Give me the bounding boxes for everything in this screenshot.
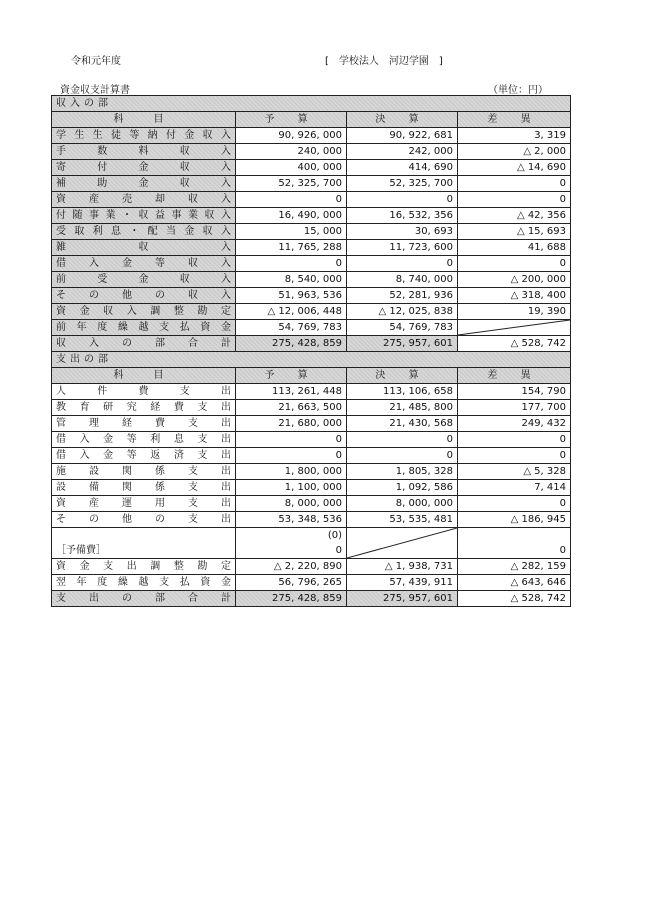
cash-flow-statement-table: [51, 95, 571, 607]
budget-value: 56, 796, 265: [236, 575, 347, 591]
diff-value: 0: [458, 496, 571, 512]
diff-value: [458, 320, 571, 336]
table-row: [52, 256, 571, 272]
column-header-actual: 決 算: [347, 368, 458, 384]
table-row: [52, 144, 571, 160]
row-label: 寄付金収入: [52, 160, 236, 176]
table-row: [52, 464, 571, 480]
row-label: 資産売却収入: [52, 192, 236, 208]
row-label: 資金収入調整勘定: [52, 304, 236, 320]
total-row: [52, 336, 571, 352]
reserve-label: ［予備費］: [52, 528, 236, 559]
budget-value: 21, 663, 500: [236, 400, 347, 416]
diff-value: 0: [458, 448, 571, 464]
actual-value: 57, 439, 911: [347, 575, 458, 591]
budget-value: 8, 540, 000: [236, 272, 347, 288]
column-header-row: [52, 112, 571, 128]
budget-value: 21, 680, 000: [236, 416, 347, 432]
income-section-header: [52, 96, 571, 112]
budget-value: 400, 000: [236, 160, 347, 176]
diagonal-slash: [458, 320, 570, 335]
diff-value: △ 282, 159: [458, 559, 571, 575]
actual-value: △ 1, 938, 731: [347, 559, 458, 575]
diff-value: △ 318, 400: [458, 288, 571, 304]
reserve-budget: [236, 528, 347, 559]
table-row: [52, 176, 571, 192]
table-row: [52, 400, 571, 416]
row-label: 前年度繰越支払資金: [52, 320, 236, 336]
budget-value: 51, 963, 536: [236, 288, 347, 304]
table-row: [52, 240, 571, 256]
column-header-budget: 予 算: [236, 112, 347, 128]
diff-value: 7, 414: [458, 480, 571, 496]
total-row: [52, 591, 571, 607]
income-section: [52, 96, 571, 352]
total-label: 支出の部合計: [52, 591, 236, 607]
budget-value: 0: [236, 192, 347, 208]
unit-label: （単位：円）: [488, 85, 548, 96]
table-row: [52, 128, 571, 144]
column-header-diff: 差 異: [458, 368, 571, 384]
diff-value: △ 200, 000: [458, 272, 571, 288]
expense-section: [52, 352, 571, 607]
section-label: 収入の部: [52, 96, 571, 112]
table-row: [52, 432, 571, 448]
row-label: 借入金等収入: [52, 256, 236, 272]
row-label: 管理経費支出: [52, 416, 236, 432]
diff-value: 3, 319: [458, 128, 571, 144]
reserve-row: [52, 528, 571, 559]
budget-value: 53, 348, 536: [236, 512, 347, 528]
table-row: [52, 512, 571, 528]
table-row: [52, 224, 571, 240]
row-label: 施設関係支出: [52, 464, 236, 480]
reserve-diff: 0: [458, 528, 571, 559]
actual-value: 11, 723, 600: [347, 240, 458, 256]
budget-value: 90, 926, 000: [236, 128, 347, 144]
row-label: 付随事業・収益事業収入: [52, 208, 236, 224]
budget-value: 11, 765, 288: [236, 240, 347, 256]
table-row: [52, 384, 571, 400]
budget-value: 1, 800, 000: [236, 464, 347, 480]
total-actual: 275, 957, 601: [347, 336, 458, 352]
total-actual: 275, 957, 601: [347, 591, 458, 607]
row-label: 人件費支出: [52, 384, 236, 400]
table-row: [52, 288, 571, 304]
budget-value: 113, 261, 448: [236, 384, 347, 400]
row-label: 借入金等利息支出: [52, 432, 236, 448]
expense-section-header: [52, 352, 571, 368]
actual-value: 53, 535, 481: [347, 512, 458, 528]
diff-value: △ 2, 000: [458, 144, 571, 160]
row-label: 補助金収入: [52, 176, 236, 192]
diff-value: 19, 390: [458, 304, 571, 320]
table-row: [52, 480, 571, 496]
actual-value: 16, 532, 356: [347, 208, 458, 224]
actual-value: 0: [347, 432, 458, 448]
actual-value: 52, 281, 936: [347, 288, 458, 304]
total-budget: 275, 428, 859: [236, 336, 347, 352]
table-row: [52, 559, 571, 575]
row-label: その他の支出: [52, 512, 236, 528]
row-label: 資金支出調整勘定: [52, 559, 236, 575]
actual-value: △ 12, 025, 838: [347, 304, 458, 320]
actual-value: 414, 690: [347, 160, 458, 176]
row-label: 教育研究経費支出: [52, 400, 236, 416]
section-label: 支出の部: [52, 352, 571, 368]
budget-value: 54, 769, 783: [236, 320, 347, 336]
table-row: [52, 575, 571, 591]
actual-value: 8, 000, 000: [347, 496, 458, 512]
diff-value: 177, 700: [458, 400, 571, 416]
column-header-diff: 差 異: [458, 112, 571, 128]
actual-value: 0: [347, 256, 458, 272]
reserve-budget-paren: (0): [327, 530, 342, 541]
actual-value: 1, 805, 328: [347, 464, 458, 480]
budget-value: 240, 000: [236, 144, 347, 160]
diff-value: △ 643, 646: [458, 575, 571, 591]
diff-value: 0: [458, 256, 571, 272]
diff-value: △ 42, 356: [458, 208, 571, 224]
actual-value: 0: [347, 192, 458, 208]
actual-value: 113, 106, 658: [347, 384, 458, 400]
diff-value: △ 15, 693: [458, 224, 571, 240]
actual-value: 0: [347, 448, 458, 464]
actual-value: 21, 485, 800: [347, 400, 458, 416]
actual-value: 30, 693: [347, 224, 458, 240]
corporation-name: [ 学校法人 河辺学園 ]: [325, 56, 443, 67]
document-title: 資金収支計算書: [60, 85, 130, 96]
diff-value: 41, 688: [458, 240, 571, 256]
diff-value: 0: [458, 192, 571, 208]
budget-value: 0: [236, 256, 347, 272]
row-label: 翌年度繰越支払資金: [52, 575, 236, 591]
row-label: 前受金収入: [52, 272, 236, 288]
reserve-actual: [347, 528, 458, 559]
budget-value: 52, 325, 700: [236, 176, 347, 192]
reserve-budget-value: 0: [335, 545, 342, 556]
table-row: [52, 448, 571, 464]
table-row: [52, 320, 571, 336]
diff-value: 0: [458, 432, 571, 448]
row-label: 学生生徒等納付金収入: [52, 128, 236, 144]
budget-value: 16, 490, 000: [236, 208, 347, 224]
diff-value: 154, 790: [458, 384, 571, 400]
column-header-item: 科 目: [52, 112, 236, 128]
row-label: その他の収入: [52, 288, 236, 304]
actual-value: 1, 092, 586: [347, 480, 458, 496]
budget-value: 8, 000, 000: [236, 496, 347, 512]
total-budget: 275, 428, 859: [236, 591, 347, 607]
actual-value: 52, 325, 700: [347, 176, 458, 192]
actual-value: 90, 922, 681: [347, 128, 458, 144]
column-header-actual: 決 算: [347, 112, 458, 128]
diff-value: 0: [458, 176, 571, 192]
row-label: 受取利息・配当金収入: [52, 224, 236, 240]
row-label: 手数料収入: [52, 144, 236, 160]
budget-value: 0: [236, 448, 347, 464]
diff-value: 249, 432: [458, 416, 571, 432]
diff-value: △ 186, 945: [458, 512, 571, 528]
budget-value: 0: [236, 432, 347, 448]
diff-value: △ 14, 690: [458, 160, 571, 176]
total-diff: △ 528, 742: [458, 591, 571, 607]
row-label: 借入金等返済支出: [52, 448, 236, 464]
actual-value: 8, 740, 000: [347, 272, 458, 288]
actual-value: 242, 000: [347, 144, 458, 160]
column-header-row: [52, 368, 571, 384]
budget-value: △ 2, 220, 890: [236, 559, 347, 575]
column-header-budget: 予 算: [236, 368, 347, 384]
table-row: [52, 496, 571, 512]
diagonal-slash: [347, 528, 457, 558]
table-row: [52, 272, 571, 288]
row-label: 資産運用支出: [52, 496, 236, 512]
fiscal-year: 令和元年度: [71, 56, 121, 67]
total-diff: △ 528, 742: [458, 336, 571, 352]
budget-value: △ 12, 006, 448: [236, 304, 347, 320]
table-row: [52, 304, 571, 320]
budget-value: 1, 100, 000: [236, 480, 347, 496]
column-header-item: 科 目: [52, 368, 236, 384]
table-row: [52, 192, 571, 208]
actual-value: 21, 430, 568: [347, 416, 458, 432]
row-label: 設備関係支出: [52, 480, 236, 496]
diff-value: △ 5, 328: [458, 464, 571, 480]
table-row: [52, 160, 571, 176]
row-label: 雑収入: [52, 240, 236, 256]
table-row: [52, 416, 571, 432]
total-label: 収入の部合計: [52, 336, 236, 352]
actual-value: 54, 769, 783: [347, 320, 458, 336]
budget-value: 15, 000: [236, 224, 347, 240]
table-row: [52, 208, 571, 224]
